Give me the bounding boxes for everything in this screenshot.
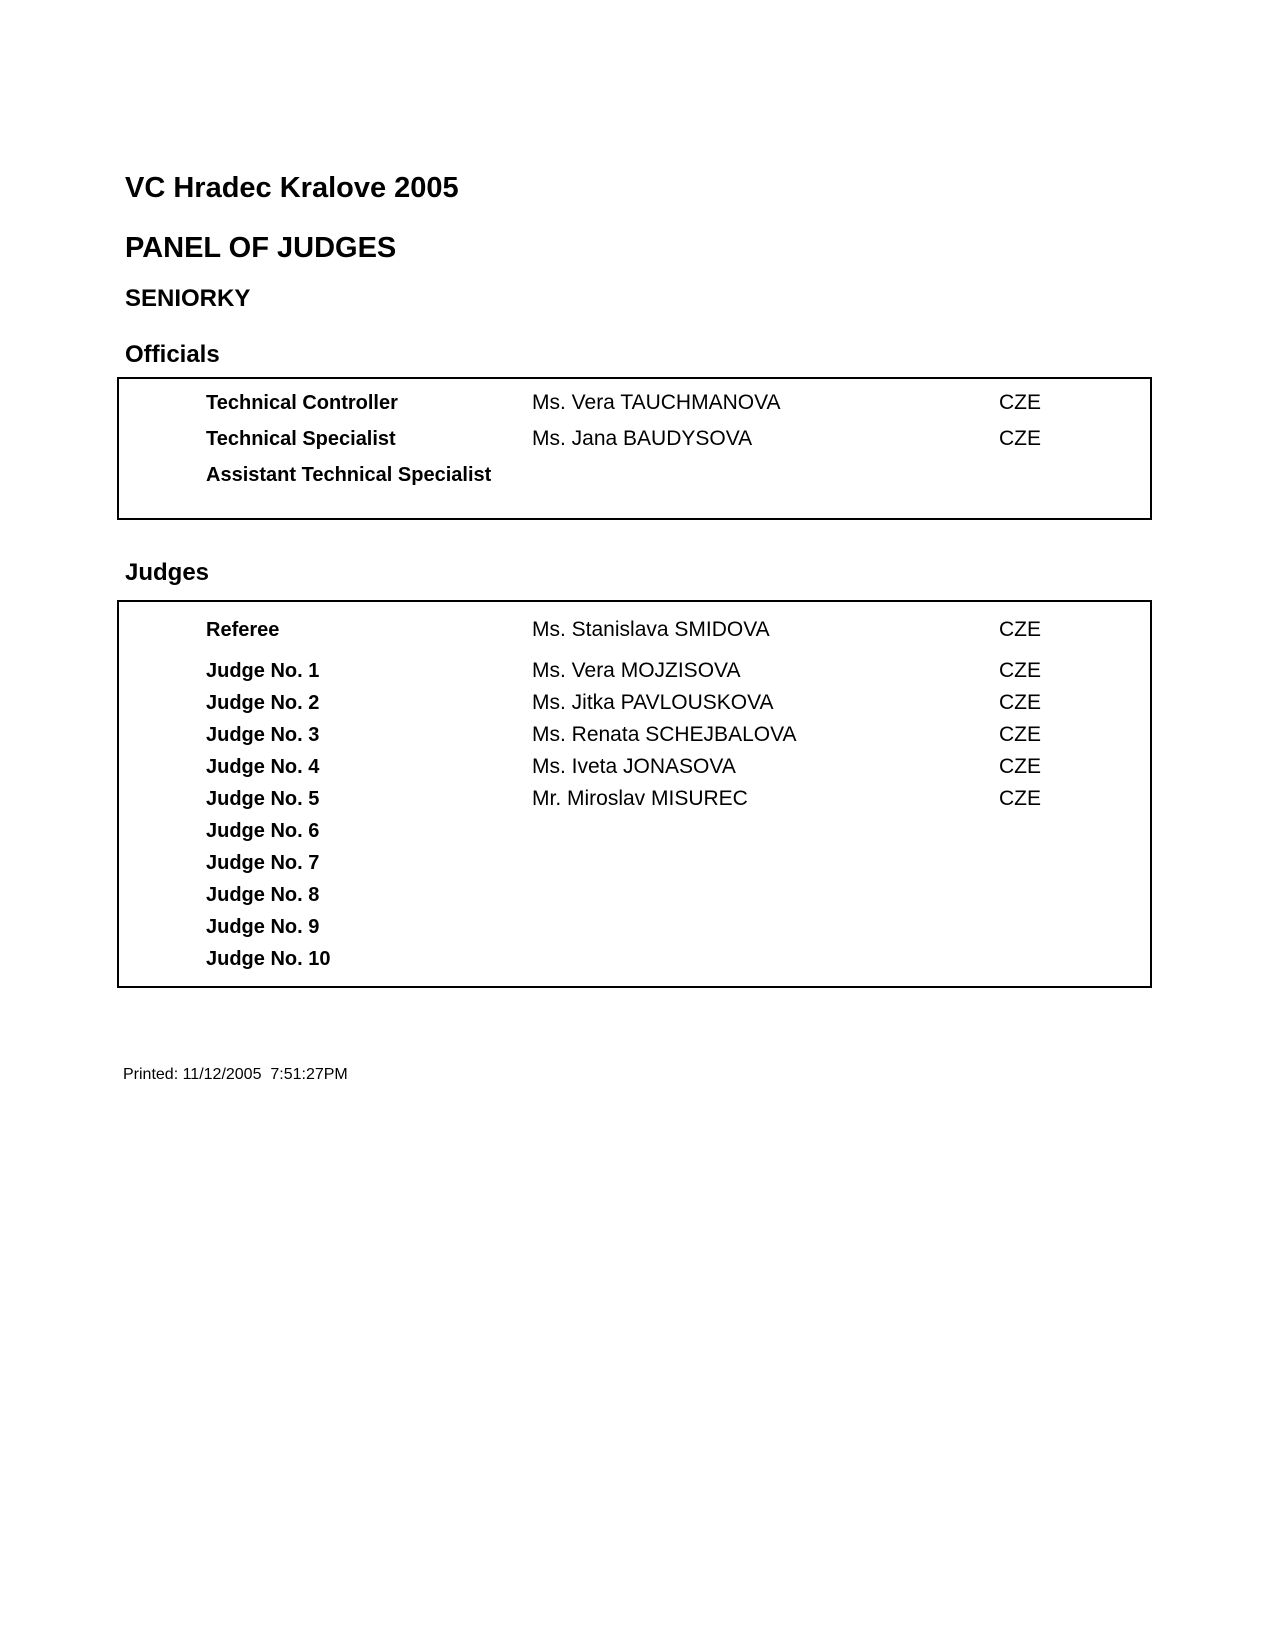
official-nation: CZE bbox=[999, 427, 1041, 450]
officials-panel bbox=[117, 377, 1152, 520]
judges-heading: Judges bbox=[125, 559, 210, 586]
event-title: VC Hradec Kralove 2005 bbox=[125, 172, 459, 204]
judge-role: Judge No. 3 bbox=[206, 724, 320, 746]
judge-role: Referee bbox=[206, 619, 280, 641]
judge-row bbox=[119, 945, 1150, 973]
judge-nation: CZE bbox=[999, 659, 1041, 682]
judge-name: Ms. Iveta JONASOVA bbox=[532, 755, 736, 778]
judge-name: Ms. Jitka PAVLOUSKOVA bbox=[532, 691, 774, 714]
official-row bbox=[119, 425, 1150, 453]
judge-nation: CZE bbox=[999, 723, 1041, 746]
judge-role: Judge No. 8 bbox=[206, 884, 320, 906]
official-name: Ms. Vera TAUCHMANOVA bbox=[532, 391, 781, 414]
printed-timestamp: Printed: 11/12/2005 7:51:27PM bbox=[123, 1066, 348, 1083]
judge-name: Ms. Stanislava SMIDOVA bbox=[532, 618, 770, 641]
judge-row bbox=[119, 849, 1150, 877]
judge-role: Judge No. 1 bbox=[206, 660, 320, 682]
judge-row bbox=[119, 881, 1150, 909]
official-nation: CZE bbox=[999, 391, 1041, 414]
judge-row bbox=[119, 689, 1150, 717]
judge-role: Judge No. 10 bbox=[206, 948, 331, 970]
judge-row bbox=[119, 817, 1150, 845]
judge-role: Judge No. 7 bbox=[206, 852, 320, 874]
judge-row bbox=[119, 616, 1150, 644]
judge-row bbox=[119, 753, 1150, 781]
judge-role: Judge No. 5 bbox=[206, 788, 320, 810]
judge-nation: CZE bbox=[999, 787, 1041, 810]
judge-role: Judge No. 4 bbox=[206, 756, 320, 778]
judge-nation: CZE bbox=[999, 618, 1041, 641]
official-role: Technical Controller bbox=[206, 392, 398, 414]
judge-name: Ms. Vera MOJZISOVA bbox=[532, 659, 741, 682]
judge-nation: CZE bbox=[999, 755, 1041, 778]
judge-row bbox=[119, 721, 1150, 749]
judge-nation: CZE bbox=[999, 691, 1041, 714]
judge-role: Judge No. 2 bbox=[206, 692, 320, 714]
officials-heading: Officials bbox=[125, 341, 220, 368]
judge-name: Ms. Renata SCHEJBALOVA bbox=[532, 723, 797, 746]
official-role: Assistant Technical Specialist bbox=[206, 464, 492, 486]
judge-row bbox=[119, 913, 1150, 941]
official-row bbox=[119, 389, 1150, 417]
judge-row bbox=[119, 785, 1150, 813]
judge-role: Judge No. 6 bbox=[206, 820, 320, 842]
official-name: Ms. Jana BAUDYSOVA bbox=[532, 427, 753, 450]
official-row bbox=[119, 461, 1150, 489]
official-role: Technical Specialist bbox=[206, 428, 396, 450]
judge-row bbox=[119, 657, 1150, 685]
judge-name: Mr. Miroslav MISUREC bbox=[532, 787, 748, 810]
judges-panel bbox=[117, 600, 1152, 988]
judge-role: Judge No. 9 bbox=[206, 916, 320, 938]
document-title: PANEL OF JUDGES bbox=[125, 232, 397, 264]
category-label: SENIORKY bbox=[125, 285, 251, 312]
